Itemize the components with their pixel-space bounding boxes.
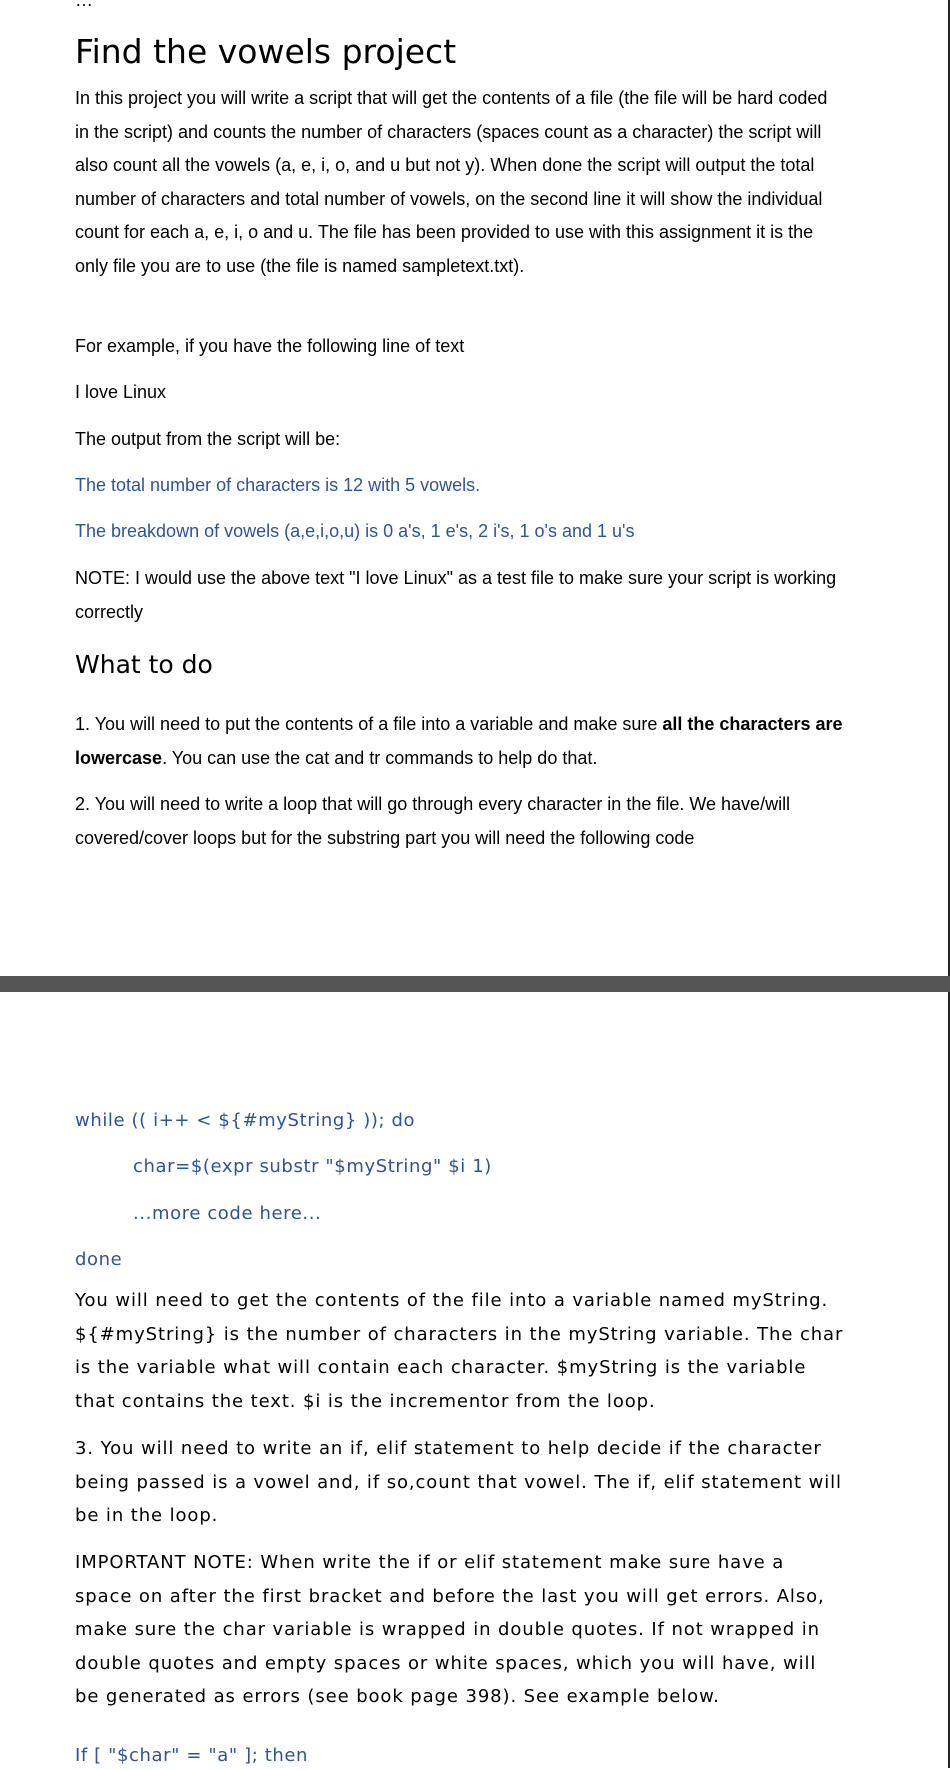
- step-1-text-after: . You can use the cat and tr commands to help do that.: [162, 747, 598, 768]
- example-intro: For example, if you have the following line of text: [75, 336, 465, 356]
- what-to-do-heading: What to do: [75, 650, 213, 679]
- step-2-paragraph: 2. You will need to write a loop that will go through every character in the file. We have/will covered/cover loops but for the substring part you will need the following code: [75, 794, 791, 848]
- output-line-2: The breakdown of vowels (a,e,i,o,u) is 0 a's, 1 e's, 2 i's, 1 o's and 1 u's: [75, 521, 635, 541]
- step-1-bold-text: all the characters are lowercase: [75, 714, 843, 768]
- code-line-done: done: [75, 1249, 123, 1270]
- document-page-2: [0, 992, 950, 1768]
- code-line-more: ...more code here...: [133, 1203, 322, 1224]
- code-line-while: while (( i++ < ${#myString} )); do: [75, 1110, 416, 1131]
- output-line-1: The total number of characters is 12 with 5 vowels.: [75, 475, 481, 495]
- important-note-paragraph: IMPORTANT NOTE: When write the if or elif statement make sure have a space on after the first bracket and before the last you will get errors. Also, make sure the char variable is wrapped in double quotes. If not wrapped in double quotes and empty spaces or white spaces, which you will have, will be generated as errors (see book page 398). See example below.: [75, 1552, 825, 1707]
- partial-text-top: …: [75, 0, 94, 10]
- step-1-paragraph: [75, 708, 845, 775]
- code-line-char: char=$(expr substr "$myString" $i 1): [133, 1156, 492, 1177]
- step-1-text-before: 1. You will need to put the contents of a file into a variable and make sure: [75, 714, 663, 734]
- output-intro: The output from the script will be:: [75, 429, 341, 449]
- step-3-paragraph: 3. You will need to write an if, elif statement to help decide if the character being passed is a vowel and, if so,count that vowel. The if, elif statement will be in the loop.: [75, 1438, 842, 1526]
- intro-paragraph: In this project you will write a script that will get the contents of a file (the file will be hard coded in the script) and counts the number of characters (spaces count as a character) the script will also count all the vowels (a, e, i, o, and u but not y). When done the script will output the total number of characters and total number of vowels, on the second line it will show the individual count for each a, e, i, o and u. The file has been provided to use with this assignment it is the only file you are to use (the file is named sampletext.txt).: [75, 88, 828, 276]
- example-text: I love Linux: [75, 382, 167, 402]
- explain-paragraph: You will need to get the contents of the file into a variable named myString. ${#myString} is the number of characters in the myString variable. The char is the variable what will contain each character. $myString is the variable that contains the text. $i is the incrementor from the loop.: [75, 1290, 844, 1412]
- note-paragraph: NOTE: I would use the above text "I love Linux" as a test file to make sure your script is working correctly: [75, 568, 837, 622]
- page-title: Find the vowels project: [75, 32, 457, 71]
- page-separator: [0, 976, 950, 992]
- code-line-if: If [ "$char" = "a" ]; then: [75, 1745, 309, 1766]
